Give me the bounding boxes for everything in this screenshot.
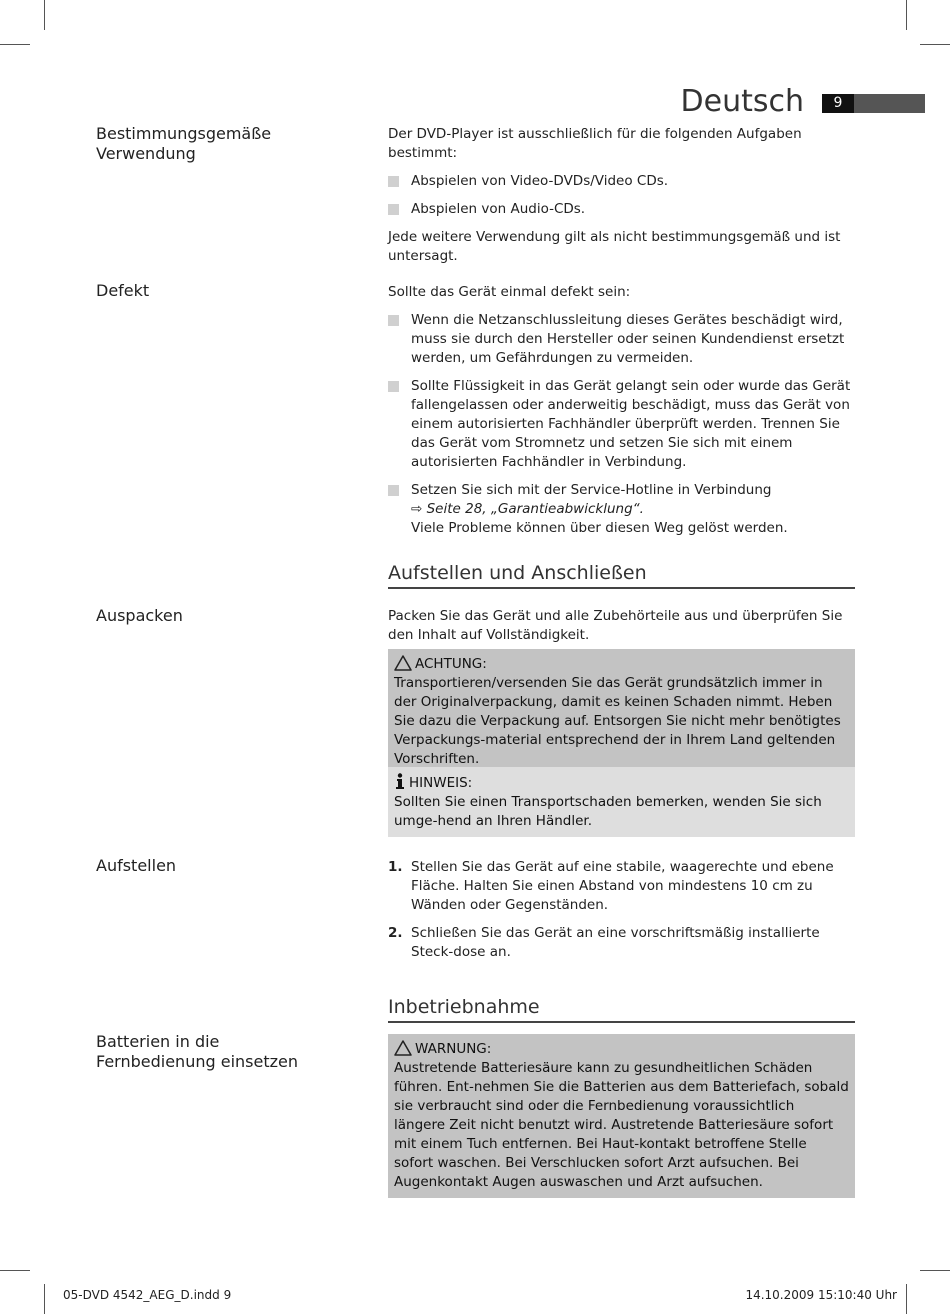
bullet-square-icon (388, 315, 399, 326)
aufstellen-steps (388, 858, 855, 962)
side-heading-defekt: Defekt (96, 281, 150, 300)
bestimmung-intro: Der DVD-Player ist ausschließlich für die folgenden Aufgaben bestimmt: (388, 126, 802, 161)
list-item: Abspielen von Audio-CDs. (388, 200, 855, 219)
list-item: Setzen Sie sich mit der Service-Hotline in Verbindung ⇨ Seite 28, „Garantieabwicklung“. Viele Probleme können über diesen Weg gelöst werden. (388, 481, 855, 538)
language-title: Deutsch (680, 84, 804, 119)
bestimmung-content (388, 125, 855, 266)
list-item: 2. Schließen Sie das Gerät an eine vorschriftsmäßig installierte Steck-dose an. (388, 925, 820, 960)
hinweis-box (388, 767, 855, 837)
bullet-square-icon (388, 381, 399, 392)
side-heading-line: Fernbedienung einsetzen (96, 1052, 298, 1071)
warning-triangle-icon (394, 655, 412, 671)
footer-timestamp: 14.10.2009 15:10:40 Uhr (745, 1288, 897, 1302)
list-item: 1. Stellen Sie das Gerät auf eine stabile, waagerechte und ebene Fläche. Halten Sie einen Abstand von mindestens 10 cm zu Wänden oder Gegenständen. (388, 859, 834, 913)
crop-mark (920, 1270, 950, 1271)
defekt-content (388, 283, 855, 538)
crop-mark (906, 1284, 907, 1314)
achtung-title: ACHTUNG: (415, 656, 487, 672)
achtung-box (388, 649, 855, 775)
side-heading-aufstellen: Aufstellen (96, 856, 177, 875)
page-reference: ⇨ Seite 28, „Garantieabwicklung“. (411, 501, 644, 517)
crop-mark (920, 44, 950, 45)
crop-mark (0, 1270, 30, 1271)
side-heading-bestimmung (96, 124, 336, 164)
crop-mark (906, 0, 907, 30)
list-item: Wenn die Netzanschlussleitung dieses Gerätes beschädigt wird, muss sie durch den Hersteller oder seinen Kundendienst ersetzt werden, um Gefährdungen zu vermeiden. (388, 311, 855, 368)
achtung-text: Transportieren/versenden Sie das Gerät grundsätzlich immer in der Originalverpackung, damit es keinen Schaden nimmt. Heben Sie dazu die Verpackung auf. Entsorgen Sie nicht mehr benötigtes Verpackungs-material entsprechend der in Ihrem Land geltenden Vorschriften. (394, 675, 841, 767)
page-number: 9 (822, 94, 854, 113)
header-bar (854, 94, 925, 113)
side-heading-auspacken: Auspacken (96, 606, 183, 625)
section-heading-aufstellen: Aufstellen und Anschließen (388, 560, 855, 589)
bullet-square-icon (388, 176, 399, 187)
auspacken-text: Packen Sie das Gerät und alle Zubehörteile aus und überprüfen Sie den Inhalt auf Vollständigkeit. (388, 608, 843, 643)
bullet-square-icon (388, 204, 399, 215)
bullet-square-icon (388, 485, 399, 496)
section-heading-inbetriebnahme: Inbetriebnahme (388, 994, 855, 1023)
bestimmung-outro: Jede weitere Verwendung gilt als nicht bestimmungsgemäß und ist untersagt. (388, 229, 841, 264)
hinweis-title: HINWEIS: (409, 775, 473, 791)
warnung-title: WARNUNG: (415, 1041, 492, 1057)
arrow-right-icon: ⇨ (411, 501, 423, 517)
side-heading-batterien (96, 1032, 336, 1072)
crop-mark (0, 44, 30, 45)
side-heading-line: Verwendung (96, 144, 196, 163)
hinweis-text: Sollten Sie einen Transportschaden bemerken, wenden Sie sich umge-hend an Ihren Händler. (394, 794, 822, 829)
warning-triangle-icon (394, 1040, 412, 1056)
list-item: Sollte Flüssigkeit in das Gerät gelangt sein oder wurde das Gerät fallengelassen oder anderweitig beschädigt, muss das Gerät von einem autorisierten Fachhändler überprüft werden. Trennen Sie das Gerät vom Stromnetz und setzen Sie sich mit einem autorisierten Fachhändler in Verbindung. (388, 377, 855, 472)
defekt-intro: Sollte das Gerät einmal defekt sein: (388, 284, 631, 300)
crop-mark (44, 0, 45, 30)
list-item: Abspielen von Video-DVDs/Video CDs. (388, 172, 855, 191)
side-heading-line: Bestimmungsgemäße (96, 124, 272, 143)
warnung-box (388, 1034, 855, 1198)
crop-mark (44, 1284, 45, 1314)
footer-file: 05-DVD 4542_AEG_D.indd 9 (63, 1288, 232, 1302)
side-heading-line: Batterien in die (96, 1032, 220, 1051)
info-icon (394, 773, 406, 790)
warnung-text: Austretende Batteriesäure kann zu gesundheitlichen Schäden führen. Ent-nehmen Sie die Batterien aus dem Batteriefach, sobald sie verbraucht sind oder die Fernbedienung voraussichtlich längere Zeit nicht benutzt wird. Austretende Batteriesäure sofort mit einem Tuch entfernen. Bei Haut-kontakt betroffene Stelle sofort waschen. Bei Verschlucken sofort Arzt aufsuchen. Bei Augenkontakt Augen auswaschen und Arzt aufsuchen. (394, 1060, 849, 1190)
